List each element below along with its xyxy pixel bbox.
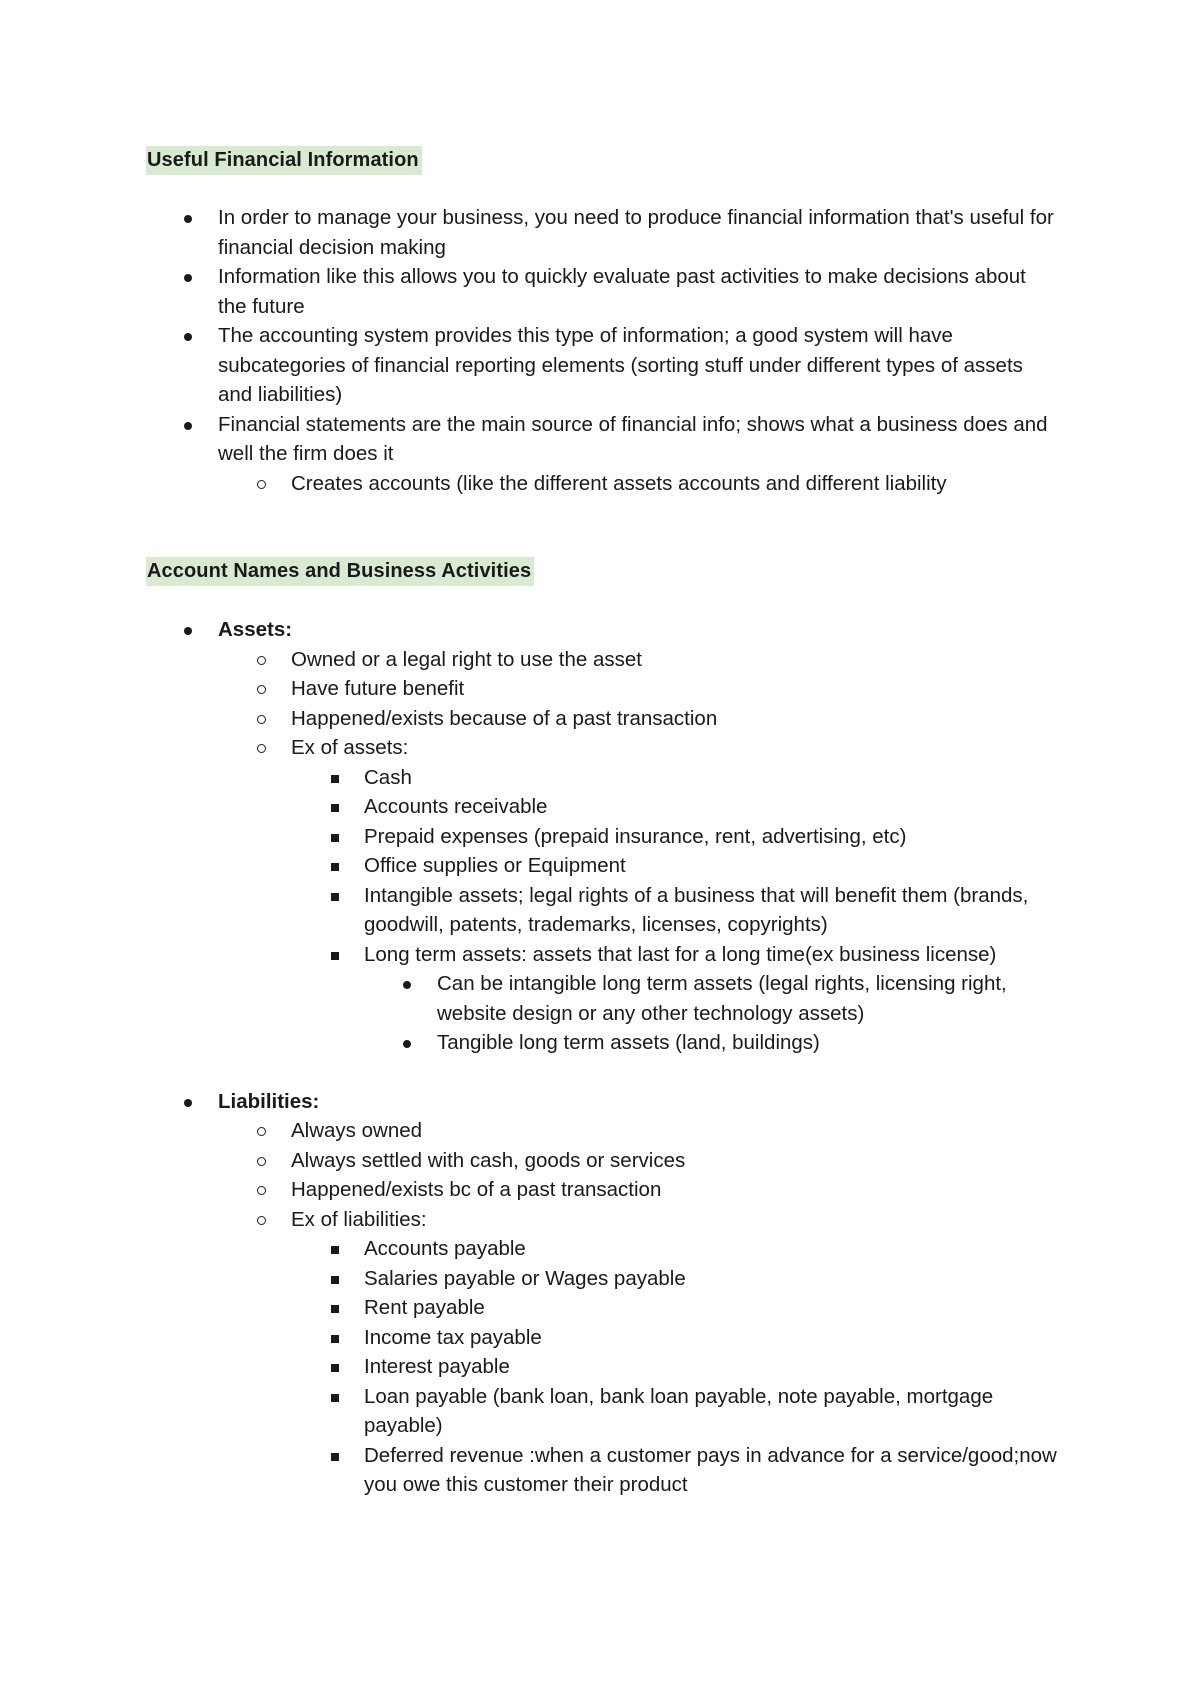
list-item-text: Deferred revenue :when a customer pays in advance for a service/good;now you owe this customer their product	[364, 1443, 1057, 1496]
bullet-square-icon	[331, 1305, 339, 1313]
list-item	[0, 203, 1058, 262]
list-item-text: Always settled with cash, goods or services	[291, 1148, 686, 1172]
bullet-circle-icon	[257, 1157, 266, 1166]
list-item	[0, 262, 1058, 321]
long-term-item	[0, 969, 1067, 1028]
assets-label: Assets:	[218, 618, 293, 641]
list-item-text: Accounts receivable	[364, 795, 548, 818]
assets-item	[0, 615, 1058, 645]
list-item-text: Ex of assets:	[291, 736, 409, 759]
list-item-text: Salaries payable or Wages payable	[364, 1266, 686, 1290]
bullet-circle-icon	[257, 1216, 266, 1225]
long-term-item	[0, 1028, 1067, 1058]
list-item-text: Rent payable	[364, 1296, 485, 1319]
list-item-text: Have future benefit	[291, 677, 465, 700]
list-item-text: The accounting system provides this type of information; a good system will have subcategories of financial reporting elements (sorting stuff under different types of assets and liabilities)	[218, 324, 1023, 406]
bullet-circle-icon	[257, 656, 266, 665]
example-item	[0, 851, 1064, 881]
bullet-square-icon	[331, 834, 339, 842]
sub-list-item	[0, 645, 1061, 675]
list-item-text: Interest payable	[364, 1355, 510, 1378]
bullet-square-icon	[331, 1246, 339, 1254]
bullet-dot-icon	[184, 627, 192, 635]
example-item	[0, 1382, 1064, 1441]
list-item-text: Prepaid expenses (prepaid insurance, rent, advertising, etc)	[364, 824, 907, 848]
useful-financial-info-list	[0, 203, 1200, 498]
section-heading-useful-financial-information: Useful Financial Information	[146, 146, 422, 175]
example-item	[0, 1323, 1064, 1353]
bullet-dot-icon	[403, 981, 411, 989]
example-item	[0, 1264, 1064, 1294]
bullet-dot-icon	[184, 215, 192, 223]
bullet-dot-icon	[403, 1040, 411, 1048]
example-item	[0, 940, 1064, 970]
example-item	[0, 1441, 1064, 1500]
list-item-text: Creates accounts (like the different assets accounts and different liability	[291, 471, 947, 495]
bullet-circle-icon	[257, 1127, 266, 1136]
bullet-dot-icon	[184, 422, 192, 430]
bullet-circle-icon	[257, 1186, 266, 1195]
bullet-circle-icon	[257, 685, 266, 694]
sub-list-item	[0, 469, 1061, 499]
list-item-text: Long term assets: assets that last for a long time(ex business license)	[364, 942, 997, 966]
list-item-text: Ex of liabilities:	[291, 1207, 427, 1231]
sub-list-item	[0, 1205, 1061, 1235]
list-item-text: Can be intangible long term assets (legal rights, licensing right, website design or any other technology assets)	[437, 972, 1007, 1025]
list-item-text: Owned or a legal right to use the asset	[291, 647, 642, 671]
example-item	[0, 881, 1064, 940]
list-item-text: Loan payable (bank loan, bank loan payable, note payable, mortgage payable)	[364, 1384, 994, 1437]
list-item-text: Office supplies or Equipment	[364, 854, 626, 877]
list-item-text: Happened/exists because of a past transaction	[291, 706, 718, 730]
bullet-square-icon	[331, 804, 339, 812]
list-item-text: Financial statements are the main source of financial info; shows what a business does and well the firm does it	[218, 412, 1048, 465]
bullet-square-icon	[331, 1364, 339, 1372]
liabilities-item	[0, 1087, 1058, 1117]
bullet-dot-icon	[184, 1099, 192, 1107]
bullet-circle-icon	[257, 480, 266, 489]
list-item-text: Accounts payable	[364, 1237, 526, 1260]
list-item-text: Income tax payable	[364, 1325, 542, 1349]
bullet-square-icon	[331, 1335, 339, 1343]
list-item	[0, 410, 1058, 469]
spacer	[0, 1058, 1200, 1087]
bullet-dot-icon	[184, 333, 192, 341]
sub-list-item	[0, 733, 1061, 763]
bullet-square-icon	[331, 952, 339, 960]
sub-list-item	[0, 1116, 1061, 1146]
list-item	[0, 321, 1058, 410]
bullet-square-icon	[331, 863, 339, 871]
sub-list-item	[0, 1146, 1061, 1176]
list-item-text: Happened/exists bc of a past transaction	[291, 1178, 662, 1201]
example-item	[0, 792, 1064, 822]
list-item-text: In order to manage your business, you need to produce financial information that's useful for financial decision making	[218, 206, 1054, 259]
bullet-square-icon	[331, 1276, 339, 1284]
list-item-text: Tangible long term assets (land, buildings)	[437, 1031, 820, 1054]
sub-list-item	[0, 704, 1061, 734]
list-item-text: Intangible assets; legal rights of a business that will benefit them (brands, goodwill, patents, trademarks, licenses, copyrights)	[364, 883, 1029, 936]
list-item-text: Always owned	[291, 1119, 423, 1142]
sub-list-item	[0, 1175, 1061, 1205]
bullet-circle-icon	[257, 715, 266, 724]
bullet-square-icon	[331, 775, 339, 783]
bullet-circle-icon	[257, 744, 266, 753]
bullet-dot-icon	[184, 274, 192, 282]
bullet-square-icon	[331, 1394, 339, 1402]
bullet-square-icon	[331, 1453, 339, 1461]
list-item-text: Cash	[364, 765, 412, 789]
example-item	[0, 763, 1064, 793]
liabilities-label: Liabilities:	[218, 1089, 320, 1113]
example-item	[0, 1293, 1064, 1323]
section-heading-account-names: Account Names and Business Activities	[146, 557, 534, 586]
example-item	[0, 1234, 1064, 1264]
example-item	[0, 822, 1064, 852]
example-item	[0, 1352, 1064, 1382]
bullet-square-icon	[331, 893, 339, 901]
list-item-text: Information like this allows you to quickly evaluate past activities to make decisions about the future	[218, 265, 1026, 318]
sub-list-item	[0, 674, 1061, 704]
account-names-list	[0, 615, 1200, 1500]
